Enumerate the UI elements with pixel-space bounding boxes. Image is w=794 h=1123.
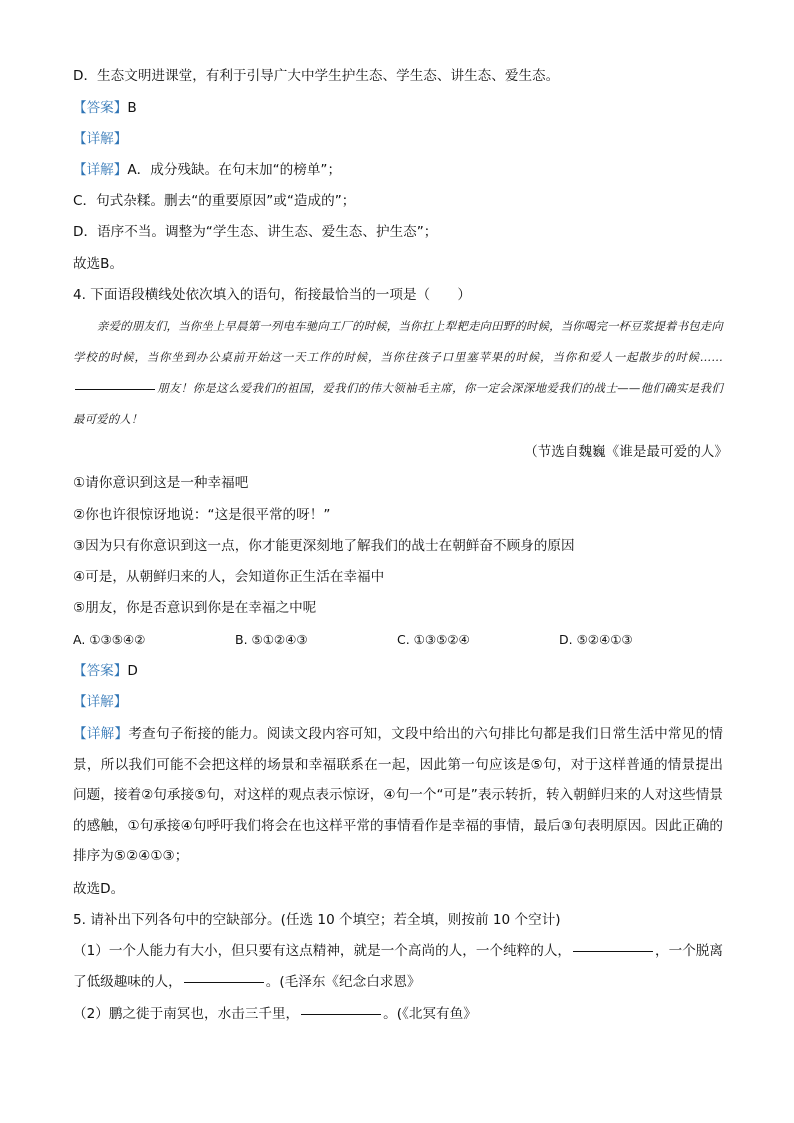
answer-blank[interactable]	[573, 950, 653, 952]
q3-detail-c: C．句式杂糅。删去“的重要原因”或“造成的”；	[73, 193, 356, 209]
q4-passage	[73, 311, 723, 435]
q4-source: （节选自魏巍《谁是最可爱的人》	[524, 444, 728, 460]
q4-detail	[73, 719, 723, 872]
q3-detail-d: D．语序不当。调整为“学生态、讲生态、爱生态、护生态”；	[73, 224, 438, 240]
answer-tag: 【答案】	[73, 663, 128, 679]
q4-options	[73, 631, 723, 649]
detail-tag: 【详解】	[73, 726, 129, 742]
q4-option-a: A. ①③⑤④②	[73, 632, 146, 647]
q4-sentence-1: ①请你意识到这是一种幸福吧	[73, 475, 249, 491]
q5-item-2	[73, 1005, 477, 1023]
passage-part1: 亲爱的朋友们，当你坐上早晨第一列电车驰向工厂的时候，当你扛上犁耙走向田野的时候，当你喝完一杯豆浆提着书包走向学校的时候，当你坐到办公桌前开始这一天工作的时候，当你往孩子口里塞苹果的时候，当你和爱人一起散步的时候……	[73, 319, 723, 364]
q5-item2-part1: （2）鹏之徙于南冥也，水击三千里，	[73, 1006, 300, 1022]
q3-conclusion: 故选B。	[73, 256, 124, 272]
q5-item1-part1: （1）一个人能力有大小，但只要有这点精神，就是一个高尚的人，一个纯粹的人，	[73, 943, 572, 959]
q5-item1-part3: 。(毛泽东《纪念白求恩》	[265, 973, 421, 990]
detail-text: 考查句子衔接的能力。阅读文段内容可知，文段中给出的六句排比句都是我们日常生活中常见的情景，所以我们可能不会把这样的场景和幸福联系在一起，因此第一句应该是⑤句，对于这样普通的情景提出问题，接着②句承接⑤句，对这样的观点表示惊讶，④句一个“可是”表示转折，转入朝鲜归来的人对这些情景的感触，①句承接④句呼吁我们将会在也这样平常的事情看作是幸福的事情，最后③句表明原因。因此正确的排序为⑤②④①③；	[73, 726, 724, 864]
answer-blank[interactable]	[301, 1013, 381, 1015]
q3-detail-a	[73, 161, 341, 179]
q4-sentence-4: ④可是，从朝鲜归来的人，会知道你正生活在幸福中	[73, 569, 385, 585]
q3-option-d: D．生态文明进课堂，有利于引导广大中学生护生态、学生态、讲生态、爱生态。	[73, 68, 560, 84]
q5-question: 5. 请补出下列各句中的空缺部分。(任选 10 个填空；若全填，则按前 10 个空计)	[73, 912, 561, 928]
q4-sentence-3: ③因为只有你意识到这一点，你才能更深刻地了解我们的战士在朝鲜奋不顾身的原因	[73, 538, 575, 554]
q4-option-c: C. ①③⑤②④	[397, 632, 470, 647]
detail-a-text: A．成分残缺。在句末加“的榜单”；	[127, 162, 342, 178]
q5-item1-part2: ，一个脱离了低级趣味的人，	[73, 943, 723, 990]
q4-sentence-2: ②你也许很惊讶地说：“这是很平常的呀！”	[73, 507, 331, 523]
detail-tag: 【详解】	[73, 162, 128, 178]
answer-tag: 【答案】	[73, 100, 128, 116]
passage-part2: 朋友！你是这么爱我们的祖国，爱我们的伟大领袖毛主席，你一定会深深地爱我们的战士——他们确实是我们最可爱的人！	[73, 381, 723, 426]
answer-value: D	[127, 663, 138, 679]
passage-blank	[75, 388, 155, 390]
q4-question: 4. 下面语段横线处依次填入的语句，衔接最恰当的一项是（ ）	[73, 287, 471, 303]
q4-option-d: D. ⑤②④①③	[559, 632, 633, 647]
q4-answer	[73, 662, 138, 680]
q3-answer	[73, 99, 137, 117]
q5-item-1	[73, 936, 723, 997]
answer-value: B	[127, 100, 137, 116]
q4-detail-heading: 【详解】	[73, 694, 128, 710]
q5-item2-part2: 。(《北冥有鱼》	[383, 1006, 477, 1022]
answer-blank[interactable]	[184, 981, 264, 983]
q3-detail-heading: 【详解】	[73, 131, 128, 147]
q4-sentence-5: ⑤朋友，你是否意识到你是在幸福之中呢	[73, 600, 317, 616]
q4-conclusion: 故选D。	[73, 881, 125, 897]
q4-option-b: B. ⑤①②④③	[235, 632, 308, 647]
